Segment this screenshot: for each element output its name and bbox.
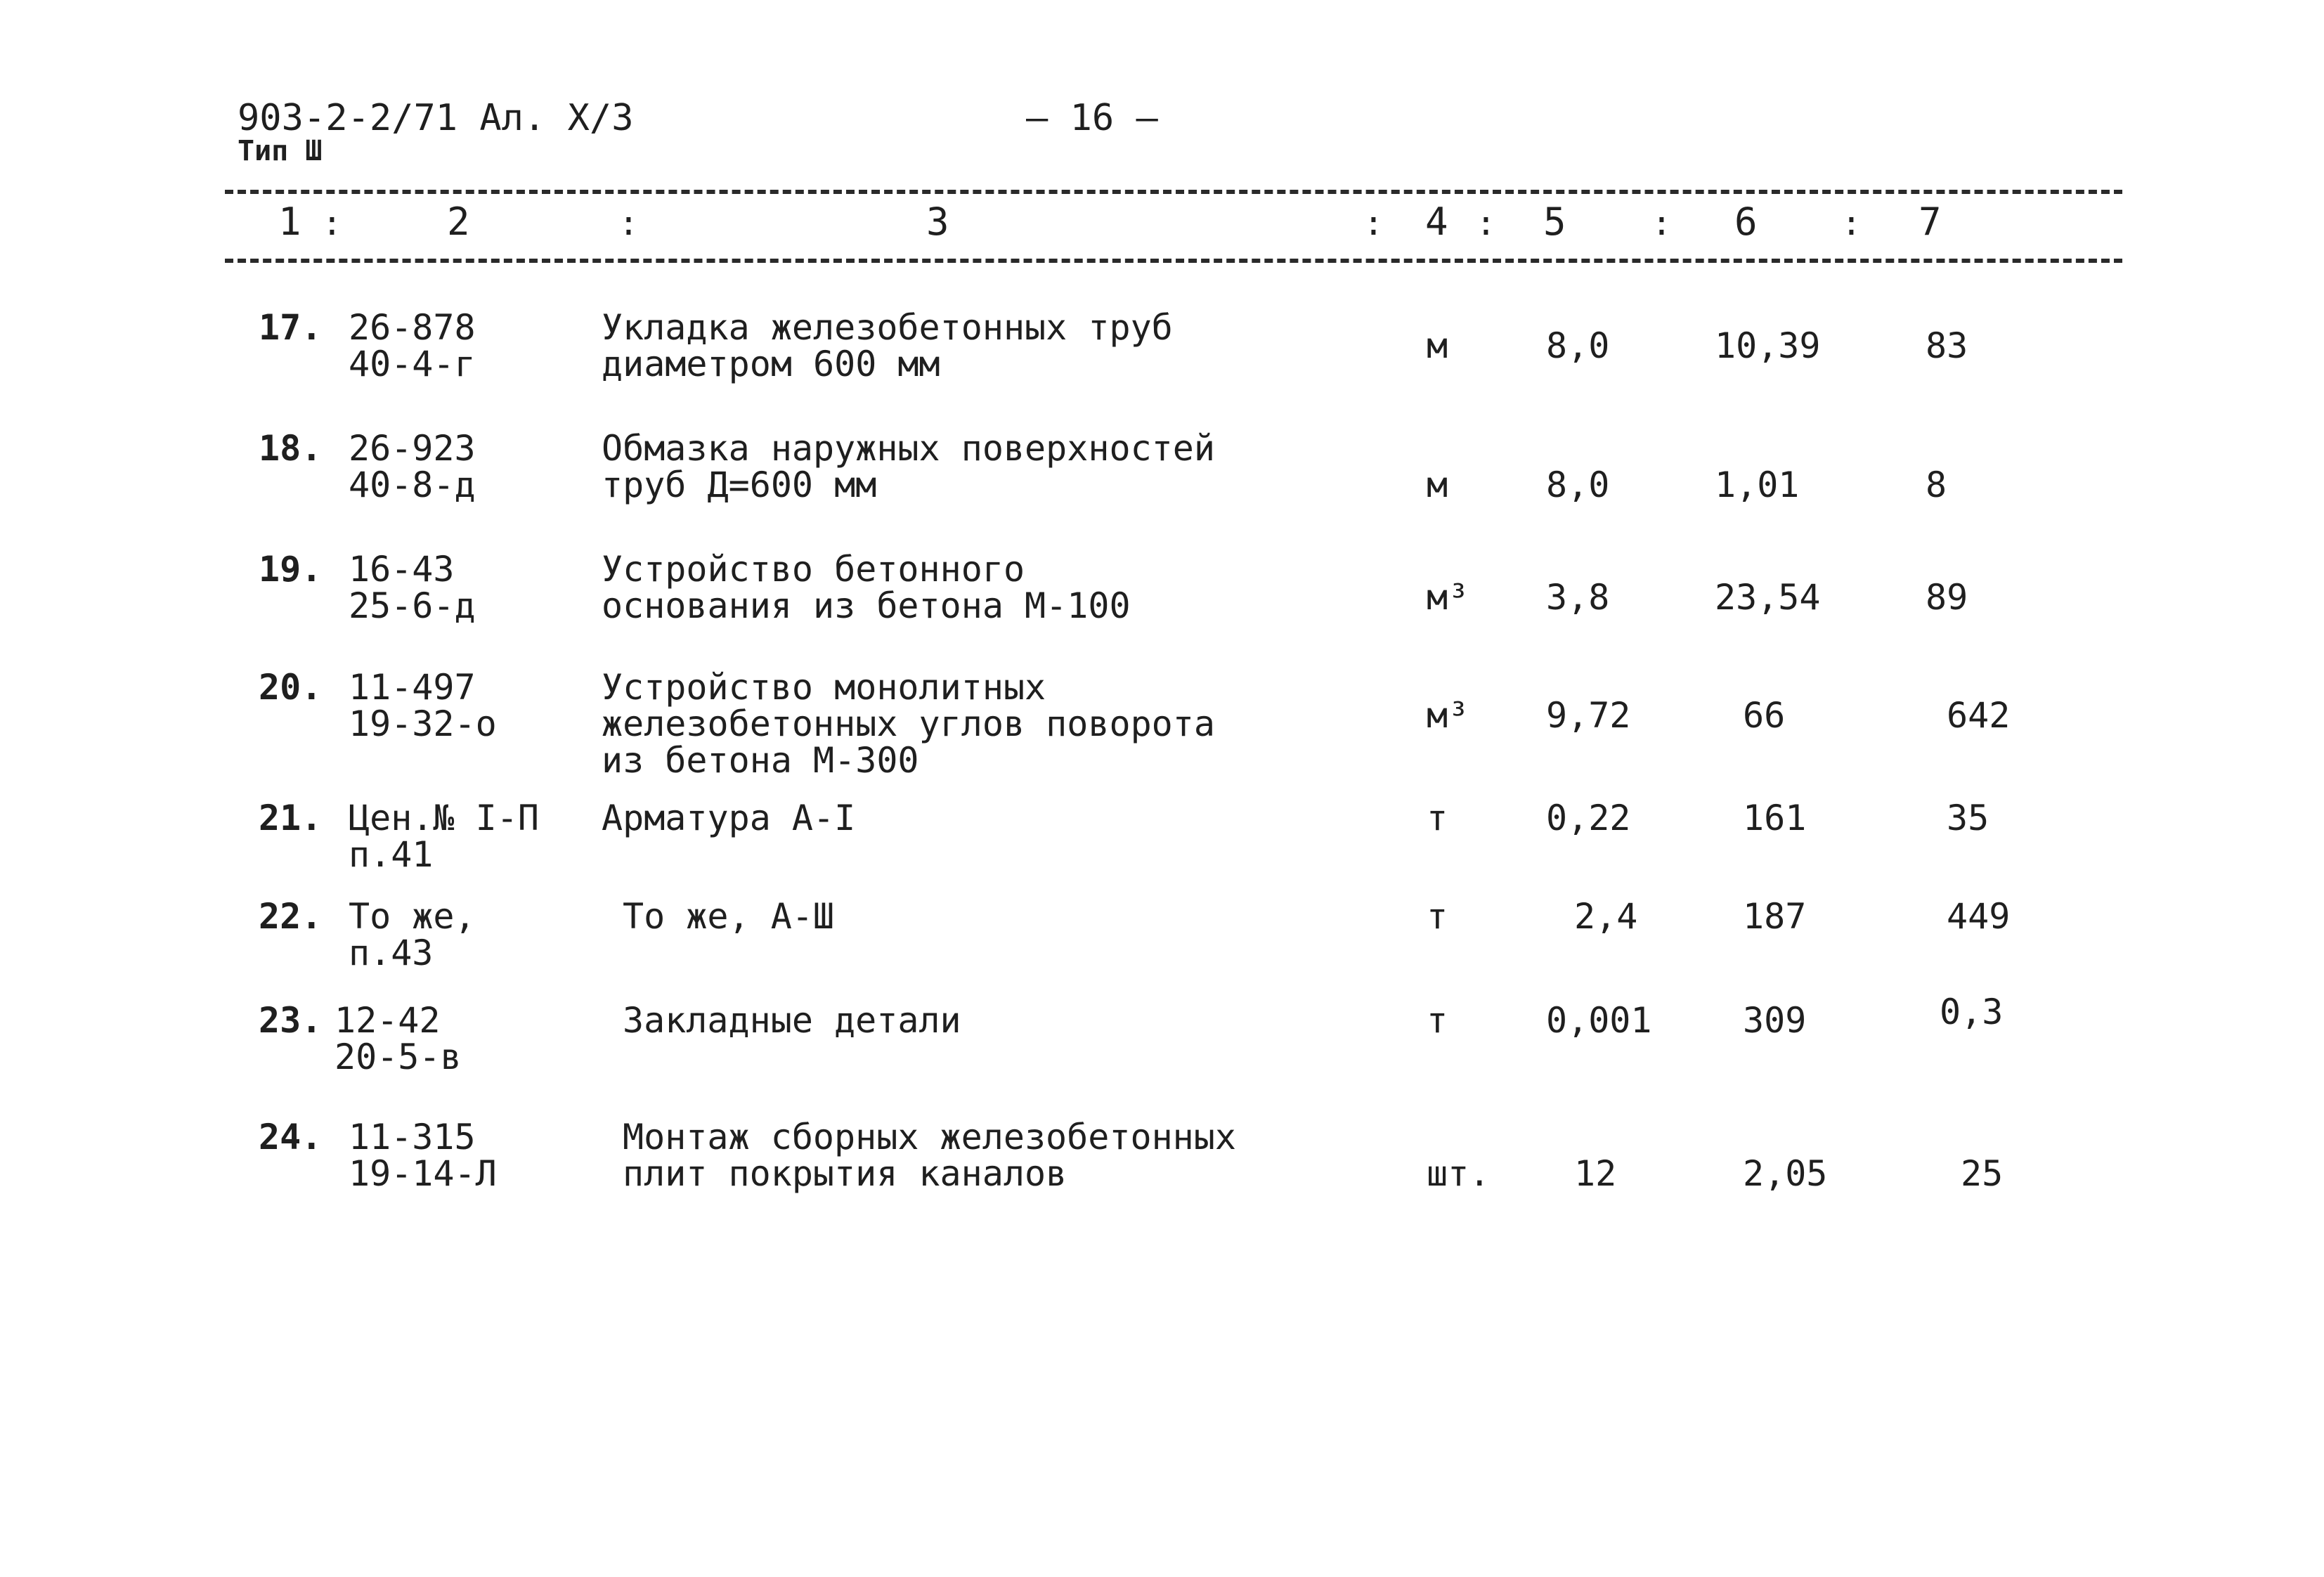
code-line: Цен.№ I-П (349, 798, 539, 838)
description-line: труб Д=600 мм (602, 465, 877, 505)
row-description (602, 551, 1131, 624)
description-line: диаметром 600 мм (602, 344, 940, 384)
row-description (602, 669, 1215, 779)
row-unit: т (1427, 798, 1448, 838)
document-code: 903-2-2/71 Ал. X/3 (238, 97, 634, 139)
row-code (349, 551, 476, 624)
row-code (349, 669, 497, 742)
row-total-cost: 89 (1926, 577, 1968, 618)
row-unit: м³ (1427, 577, 1469, 618)
code-line: 16-43 (349, 549, 455, 590)
row-quantity: 0,001 (1546, 1000, 1652, 1041)
description-line: Арматура А-I (602, 798, 856, 838)
row-number: 19. (259, 549, 323, 590)
header-rule-bottom (225, 259, 2122, 263)
description-line: Устройство монолитных (602, 667, 1046, 708)
row-code (349, 898, 476, 971)
row-description (602, 430, 1215, 503)
row-total-cost: 449 (1947, 896, 2011, 937)
code-line: 19-32-о (349, 703, 497, 744)
row-unit: м (1427, 465, 1448, 505)
row-unit-price: 66 (1743, 695, 1786, 736)
column-number-2: 2 (447, 200, 470, 244)
code-line: 40-8-д (349, 465, 476, 505)
row-code (349, 430, 476, 503)
row-quantity: 8,0 (1546, 465, 1610, 505)
code-line: 26-923 (349, 428, 476, 469)
row-quantity: 0,22 (1546, 798, 1631, 838)
description-line: Монтаж сборных железобетонных (623, 1117, 1236, 1157)
code-line: 19-14-Л (349, 1153, 497, 1194)
row-total-cost: 642 (1947, 695, 2011, 736)
row-unit-price: 10,39 (1715, 325, 1821, 366)
row-quantity: 12 (1574, 1153, 1617, 1194)
row-quantity: 9,72 (1546, 695, 1631, 736)
row-unit-price: 23,54 (1715, 577, 1821, 618)
row-unit: т (1427, 896, 1448, 937)
row-unit: т (1427, 1000, 1448, 1041)
code-line: п.41 (349, 834, 434, 875)
row-total-cost: 8 (1926, 465, 1947, 505)
column-number-3: 3 (926, 200, 949, 244)
column-separator: : (1476, 204, 1496, 243)
description-line: Устройство бетонного (602, 549, 1025, 590)
column-number-6: 6 (1734, 200, 1758, 244)
row-description (623, 1119, 1236, 1192)
row-quantity: 2,4 (1574, 896, 1638, 937)
column-separator: : (1363, 204, 1384, 243)
row-unit: м³ (1427, 695, 1469, 736)
row-code (349, 1119, 497, 1192)
description-line: Закладные детали (623, 1000, 961, 1041)
description-line: железобетонных углов поворота (602, 703, 1215, 744)
row-unit-price: 309 (1743, 1000, 1807, 1041)
row-code (349, 309, 476, 382)
code-line: То же, (349, 896, 476, 937)
row-description (623, 898, 834, 935)
description-line: плит покрытия каналов (623, 1153, 1067, 1194)
row-unit: шт. (1427, 1153, 1491, 1194)
code-line: 12-42 (335, 1000, 441, 1041)
row-number: 18. (259, 428, 323, 469)
row-description (602, 800, 855, 836)
row-unit-price: 2,05 (1743, 1153, 1828, 1194)
row-number: 23. (259, 1000, 323, 1041)
code-line: 25-6-д (349, 585, 476, 626)
row-number: 21. (259, 798, 323, 838)
code-line: 40-4-г (349, 344, 476, 384)
row-unit-price: 1,01 (1715, 465, 1800, 505)
row-total-cost: 25 (1961, 1153, 2004, 1194)
column-number-1: 1 (278, 200, 301, 244)
row-number: 22. (259, 896, 323, 937)
header-rule-top (225, 190, 2122, 194)
code-line: 11-315 (349, 1117, 476, 1157)
row-total-cost: 0,3 (1940, 992, 2004, 1032)
code-line: 26-878 (349, 307, 476, 348)
column-separator: : (618, 204, 639, 243)
row-quantity: 3,8 (1546, 577, 1610, 618)
code-line: 11-497 (349, 667, 476, 708)
row-number: 24. (259, 1117, 323, 1157)
row-unit: м (1427, 325, 1448, 366)
description-line: То же, А-Ш (623, 896, 835, 937)
description-line: Обмазка наружных поверхностей (602, 428, 1215, 469)
row-quantity: 8,0 (1546, 325, 1610, 366)
row-code (349, 800, 539, 873)
column-number-4: 4 (1425, 200, 1448, 244)
row-unit-price: 161 (1743, 798, 1807, 838)
row-total-cost: 83 (1926, 325, 1968, 366)
row-number: 20. (259, 667, 323, 708)
row-description (623, 1002, 961, 1039)
code-line: п.43 (349, 933, 434, 973)
column-number-7: 7 (1919, 200, 1942, 244)
column-number-5: 5 (1543, 200, 1566, 244)
column-separator: : (1651, 204, 1672, 243)
description-line: Укладка железобетонных труб (602, 307, 1173, 348)
row-description (602, 309, 1173, 382)
column-separator: : (1841, 204, 1862, 243)
code-line: 20-5-в (335, 1037, 462, 1077)
row-unit-price: 187 (1743, 896, 1807, 937)
row-total-cost: 35 (1947, 798, 1989, 838)
page-number: – 16 – (1026, 97, 1158, 139)
description-line: из бетона М-300 (602, 740, 919, 781)
description-line: основания из бетона М-100 (602, 585, 1131, 626)
row-number: 17. (259, 307, 323, 348)
column-separator: : (322, 204, 342, 243)
document-type-label: Тип Ш (238, 135, 323, 167)
row-code (335, 1002, 462, 1075)
